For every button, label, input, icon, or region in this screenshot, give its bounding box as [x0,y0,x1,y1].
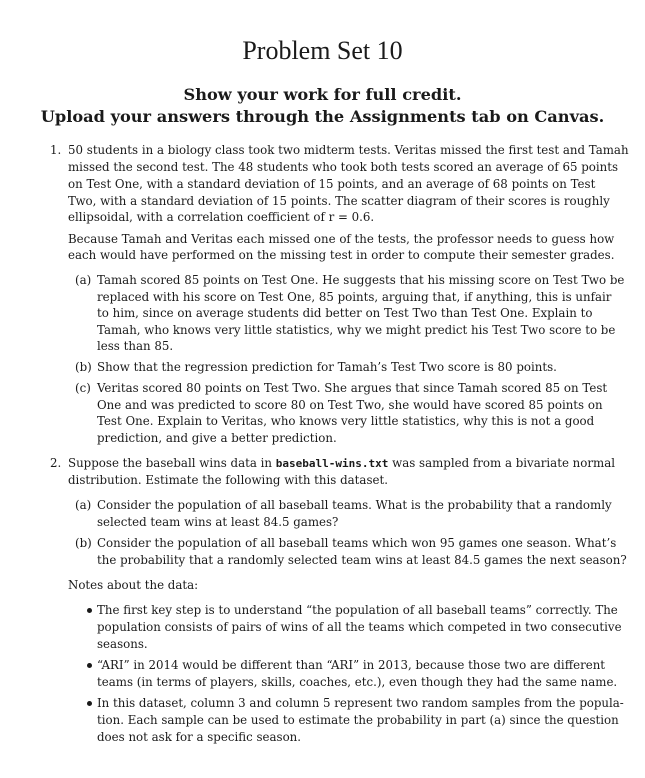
notes-heading: Notes about the data: [68,578,199,592]
note-line: The first key step is to understand “the population of all baseball teams” correctly. The [97,603,618,617]
q2-first-line [68,455,615,472]
q2b-line: the probability that a randomly selected team wins at least 84.5 games the next season? [97,553,627,567]
q2a-label: (a) [75,498,92,512]
note-line: does not ask for a specific season. [97,730,302,744]
q1a-line: Tamah scored 85 points on Test One. He suggests that his missing score on Test Two be [97,273,625,287]
dataset-filename: baseball-wins.txt [275,457,389,470]
note-line: tion. Each sample can be used to estimate the probability in part (a) since the question [97,713,619,727]
bullet-icon [87,608,92,613]
q1-line: 50 students in a biology class took two midterm tests. Veritas missed the first test and Tamah [68,143,629,157]
q1a-line: Tamah, who knows very little statistics, why we might predict his Test Two score to be [97,323,616,337]
q1-number: 1. [50,143,62,157]
note-line: seasons. [97,637,148,651]
q1-line: Two, with a standard deviation of 15 points. The scatter diagram of their scores is roughly [68,194,610,208]
q1c-line: One and was predicted to score 80 on Test Two, she would have scored 85 points on [97,398,603,412]
instruction-show-work: Show your work for full credit. [183,85,462,104]
q1b-label: (b) [75,360,92,374]
q1b-line: Show that the regression prediction for Tamah’s Test Two score is 80 points. [97,360,557,374]
q2-text-pre: Suppose the baseball wins data in [68,456,276,470]
q1-para2-line: each would have performed on the missing test in order to compute their semester grades. [68,248,615,262]
q2-text-post: was sampled from a bivariate normal [388,456,616,470]
q1-para2-line: Because Tamah and Veritas each missed one of the tests, the professor needs to guess how [68,232,615,246]
note-line: In this dataset, column 3 and column 5 represent two random samples from the popula- [97,696,624,710]
q1c-line: prediction, and give a better prediction. [97,431,337,445]
note-line: teams (in terms of players, skills, coaches, etc.), even though they had the same name. [97,675,618,689]
q2-line: distribution. Estimate the following with this dataset. [68,473,388,487]
note-line: population consists of pairs of wins of all the teams which competed in two consecutive [97,620,622,634]
q1a-label: (a) [75,273,92,287]
bullet-icon [87,663,92,668]
page-title: Problem Set 10 [242,36,403,65]
q2b-label: (b) [75,536,92,550]
q2a-line: Consider the population of all baseball teams. What is the probability that a randomly [97,498,612,512]
q1a-line: replaced with his score on Test One, 85 points, arguing that, if anything, this is unfair [97,290,612,304]
instruction-upload: Upload your answers through the Assignments tab on Canvas. [40,107,605,126]
q1-line: missed the second test. The 48 students who took both tests scored an average of 65 points [68,160,619,174]
q1a-line: less than 85. [97,339,174,353]
q1-line: on Test One, with a standard deviation of 15 points, and an average of 68 points on Test [68,177,596,191]
q1c-label: (c) [75,381,91,395]
q2a-line: selected team wins at least 84.5 games? [97,515,339,529]
bullet-icon [87,701,92,706]
q1-line: ellipsoidal, with a correlation coefficient of r = 0.6. [68,210,375,224]
q1a-line: to him, since on average students did better on Test Two than Test One. Explain to [97,306,593,320]
q2b-line: Consider the population of all baseball teams which won 95 games one season. What’s [97,536,617,550]
q1c-line: Test One. Explain to Veritas, who knows very little statistics, why this is not a good [97,414,595,428]
q1c-line: Veritas scored 80 points on Test Two. She argues that since Tamah scored 85 on Test [97,381,608,395]
q2-number: 2. [50,456,62,470]
note-line: “ARI” in 2014 would be different than “ARI” in 2013, because those two are different [97,658,606,672]
